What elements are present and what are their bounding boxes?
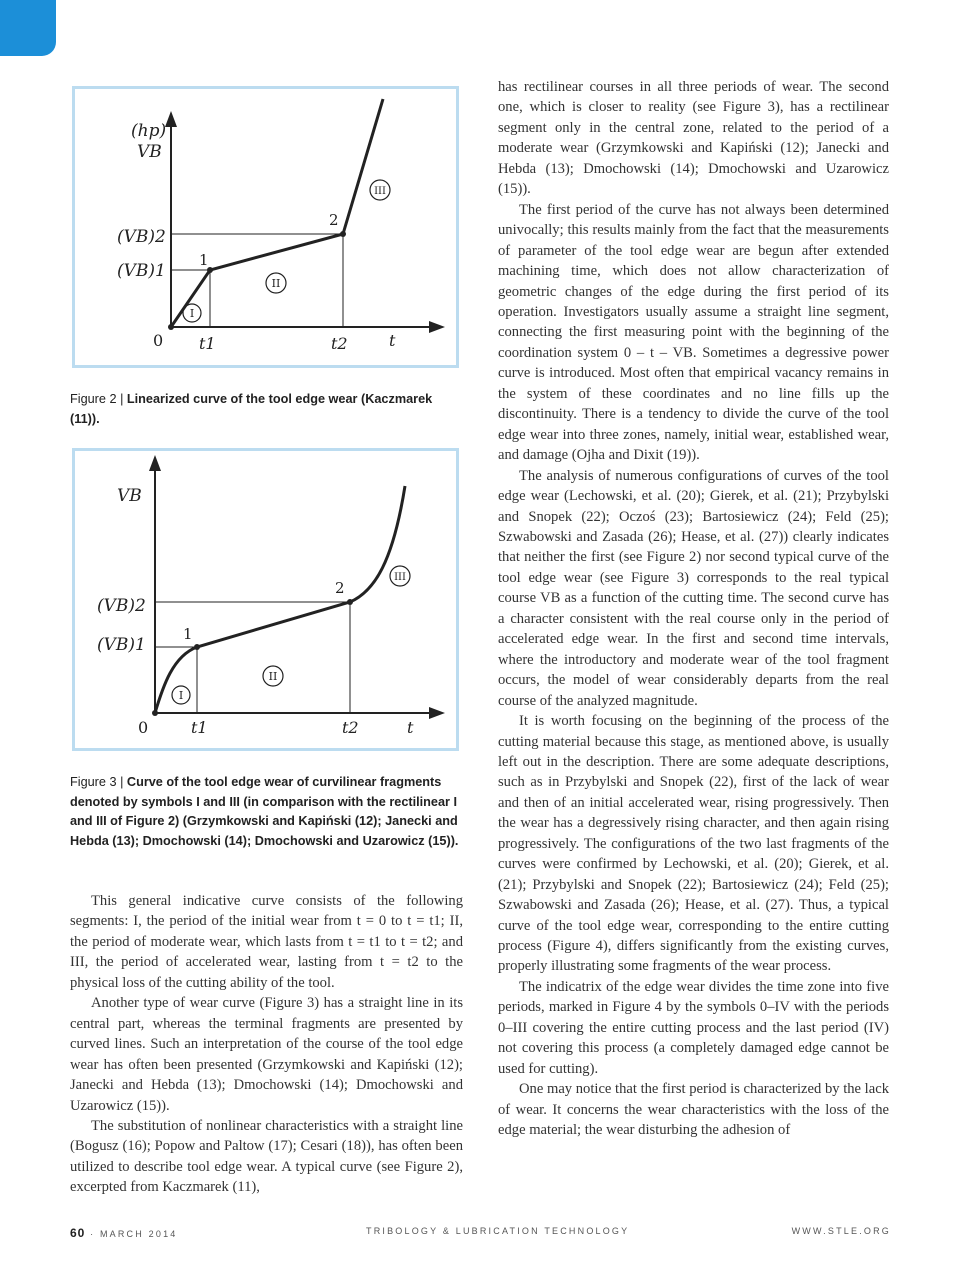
issue-date: · MARCH 2014 xyxy=(90,1229,178,1239)
region-1-label: I xyxy=(178,689,184,702)
figure-3-caption-text: Curve of the tool edge wear of curvilinear fragments denoted by symbols I and III (in comparison with the rectilinear I and III of Figure 2) (Grzymkowski and Kapiński (12); Janecki and Hebda (13); Dmochowski (14); Dmochowski and Uzarowicz (15)). xyxy=(70,775,459,848)
t2-label: t2 xyxy=(331,334,348,353)
paragraph: This general indicative curve consists of the following segments: I, the period of the initial wear from t = 0 to t = t1; II, the period of moderate wear, which lasts from t = t1 to t = t2; and III, the period of accelerated wear, lasting from t = t2 to the physical loss of the cutting ability of the tool. xyxy=(70,893,463,991)
point-1-label: 1 xyxy=(183,625,193,643)
paragraph: The indicatrix of the edge wear divides the time zone into five periods, marked in Figure 4 by the symbols 0–IV with the periods 0–III covering the entire cutting process and the last period (IV) not covering this process (a completely damaged edge cannot be used for cutting). xyxy=(498,978,889,1077)
point-2-label: 2 xyxy=(329,211,339,229)
figure-2-caption xyxy=(70,390,465,429)
figure-2 xyxy=(72,86,459,368)
t1-label: t1 xyxy=(191,718,208,737)
wear-curve-linear xyxy=(171,234,343,327)
t2-label: t2 xyxy=(342,718,359,737)
t-label: t xyxy=(407,718,414,737)
point-1-label: 1 xyxy=(199,251,209,269)
region-2-label: II xyxy=(271,277,281,290)
y-label-vb: VB xyxy=(117,486,142,506)
vb2-label: (VB)2 xyxy=(117,227,166,247)
t-label: t xyxy=(389,331,396,350)
t1-label: t1 xyxy=(199,334,216,353)
figure-3-caption-label: Figure 3 | xyxy=(70,775,124,789)
right-column xyxy=(498,77,889,1141)
paragraph: The first period of the curve has not always been determined univocally; this results mainly from the fact that the measurements of parameter of the tool edge wear are begun after extended machining time, which does not allow characterization of geometric changes of the edge during the first period of its operation. Investigators usually assume a straight line segment, connecting the first measuring point with the beginning of the coordination system 0 – t – VB. Sometimes a degressive power curve is introduced. Most often that empirical vacancy remains in the system of these coordinates and no line fills up the discontinuity. There is a tendency to divide the curve of the tool edge wear into three zones, namely, initial wear, established wear, and damage (Ojha and Dixit (19)). xyxy=(498,201,889,464)
region-1-label: I xyxy=(189,307,195,320)
paragraph: It is worth focusing on the beginning of the process of the cutting material because this stage, as mentioned above, is usually left out in the description. There are some adequate descriptions, such as in Przybylski and Snopek (22), first of the lack of wear and then of an initial accelerated wear, rising progressively. Then the wear has a degressively rising character, and then again rising progressively. The configurations of the two last fragments of the curves were confirmed by Lechowski, et al. (20); Gierek, et al. (21); Przybylski and Snopek (22); Bartosiewicz (24); Feld (25); Szwabowski and Zasada (26); Hease, et al. (27). Thus, a typical curve of the tool edge wear, corresponding to the entire cutting process (Figure 4), differs significantly from the existing curves, properly illustrating some fragments of the wear process. xyxy=(498,713,889,975)
vb1-label: (VB)1 xyxy=(117,261,166,281)
corner-tab xyxy=(0,0,56,56)
paragraph: The analysis of numerous configurations of curves of the tool edge wear (Lechowski, et al. (20); Gierek, et al. (21); Przybylski and Snopek (22); Oczoś (23); Bartosiewicz (24); Feld (25); Szwabowski and Zasada (26); Hease, et al. (27)) clearly indicates that neither the first (see Figure 2) nor second typical curve of the tool edge wear (see Figure 3) corresponds to the real typical course VB as a function of the cutting time. The second curve has a character consistent with the real course only in the period of accelerated edge wear. In the first and second time intervals, where the introductory and moderate wear of the tool fragment occurs, the model of wear considerably departs from the real course of the analyzed magnitude. xyxy=(498,467,889,709)
paragraph: Another type of wear curve (Figure 3) has a straight line in its central part, whereas the terminal fragments are presented by curved lines. Such an interpretation of the course of the tool edge wear has often been presented (Grzymkowski and Kapiński (12); Janecki and Hebda (13); Dmochowski (14); Dmochowski and Uzarowicz (15)). xyxy=(70,995,463,1114)
website-link[interactable]: WWW.STLE.ORG xyxy=(791,1226,891,1236)
paragraph: has rectilinear courses in all three periods of wear. The second one, which is closer to reality (see Figure 3), has a rectilinear segment only in the central zone, related to the period of a moderate wear (Grzymkowski and Kapiński (12); Janecki and Hebda (13); Dmochowski (14); Dmochowski and Uzarowicz (15)). xyxy=(498,79,889,198)
figure-3-caption xyxy=(70,773,465,851)
figure-3-plot xyxy=(75,451,456,748)
origin-label: 0 xyxy=(138,718,149,737)
point-2-label: 2 xyxy=(335,579,345,597)
vb1-label: (VB)1 xyxy=(97,635,146,655)
y-label-vb: VB xyxy=(137,142,162,162)
region-2-label: II xyxy=(268,670,278,683)
journal-name: TRIBOLOGY & LUBRICATION TECHNOLOGY xyxy=(366,1226,630,1236)
wear-curve-curvilinear xyxy=(155,486,405,713)
y-label-hp: (hp) xyxy=(131,121,167,141)
figure-2-plot xyxy=(75,89,456,365)
left-column xyxy=(70,891,463,1198)
region-3-label: III xyxy=(394,572,406,583)
wear-curve-segment-3 xyxy=(343,99,383,234)
page-number: 60 xyxy=(70,1226,86,1240)
figure-3 xyxy=(72,448,459,751)
paragraph: The substitution of nonlinear characteristics with a straight line (Bogusz (16); Popow and Paltow (17); Cesari (18)), has often been utilized to describe tool edge wear. A typical curve (see Figure 2), excerpted from Kaczmarek (11), xyxy=(70,1117,463,1196)
vb2-label: (VB)2 xyxy=(97,596,146,616)
figure-2-caption-text: Linearized curve of the tool edge wear (Kaczmarek (11)). xyxy=(70,392,433,426)
region-3-label: III xyxy=(374,186,386,197)
origin-label: 0 xyxy=(153,331,164,350)
figure-2-caption-label: Figure 2 | xyxy=(70,392,124,406)
paragraph: One may notice that the first period is characterized by the lack of wear. It concerns the wear characteristics with the loss of the edge material; the wear disturbing the adhesion of xyxy=(498,1081,889,1139)
footer-page-info xyxy=(70,1226,177,1240)
